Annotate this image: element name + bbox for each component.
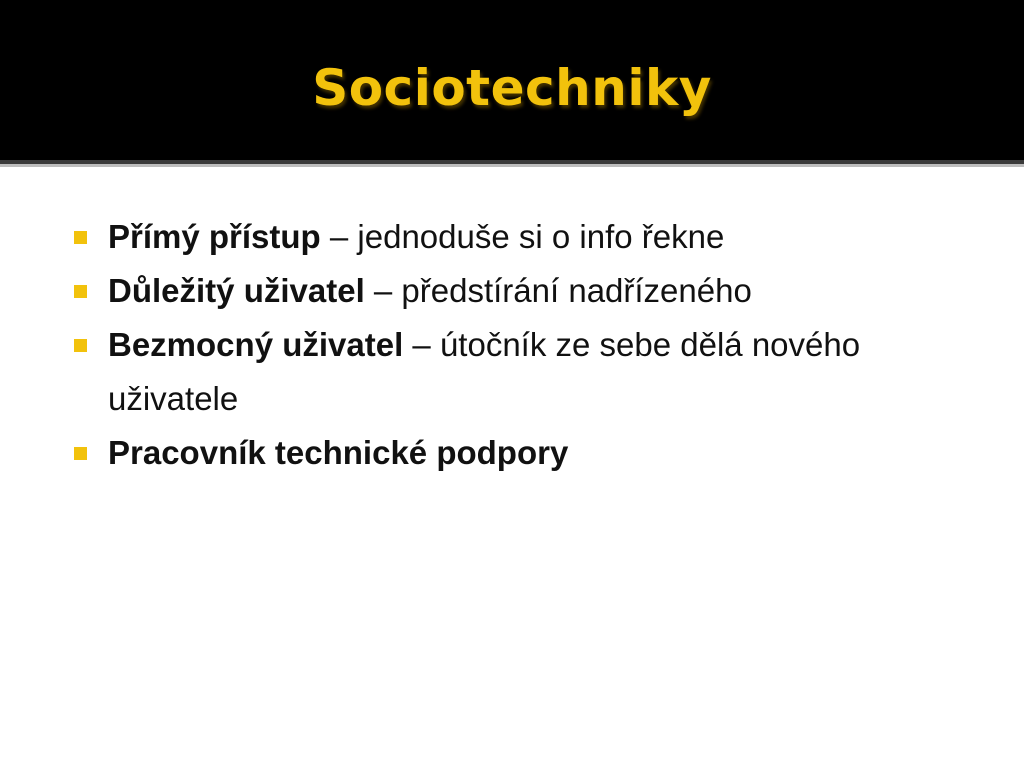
bullet-list xyxy=(70,210,970,480)
square-bullet-icon xyxy=(74,339,87,352)
square-bullet-icon xyxy=(74,285,87,298)
title-bar xyxy=(0,0,1024,160)
bullet-description: – jednoduše si o info řekne xyxy=(320,218,725,255)
bullet-term: Bezmocný uživatel xyxy=(108,326,404,363)
square-bullet-icon xyxy=(74,447,87,460)
bullet-term: Přímý přístup xyxy=(108,218,321,255)
bullet-term: Důležitý uživatel xyxy=(108,272,365,309)
bullet-item xyxy=(70,210,970,264)
bullet-item xyxy=(70,318,970,426)
bullet-description: – předstírání nadřízeného xyxy=(364,272,752,309)
square-bullet-icon xyxy=(74,231,87,244)
bullet-item xyxy=(70,426,970,480)
title-divider-highlight xyxy=(0,164,1024,167)
bullet-item xyxy=(70,264,970,318)
bullet-description: – útočník ze sebe dělá nového uživatele xyxy=(108,326,861,417)
slide-title: Sociotechniky xyxy=(312,59,712,117)
bullet-term: Pracovník technické podpory xyxy=(108,434,569,471)
